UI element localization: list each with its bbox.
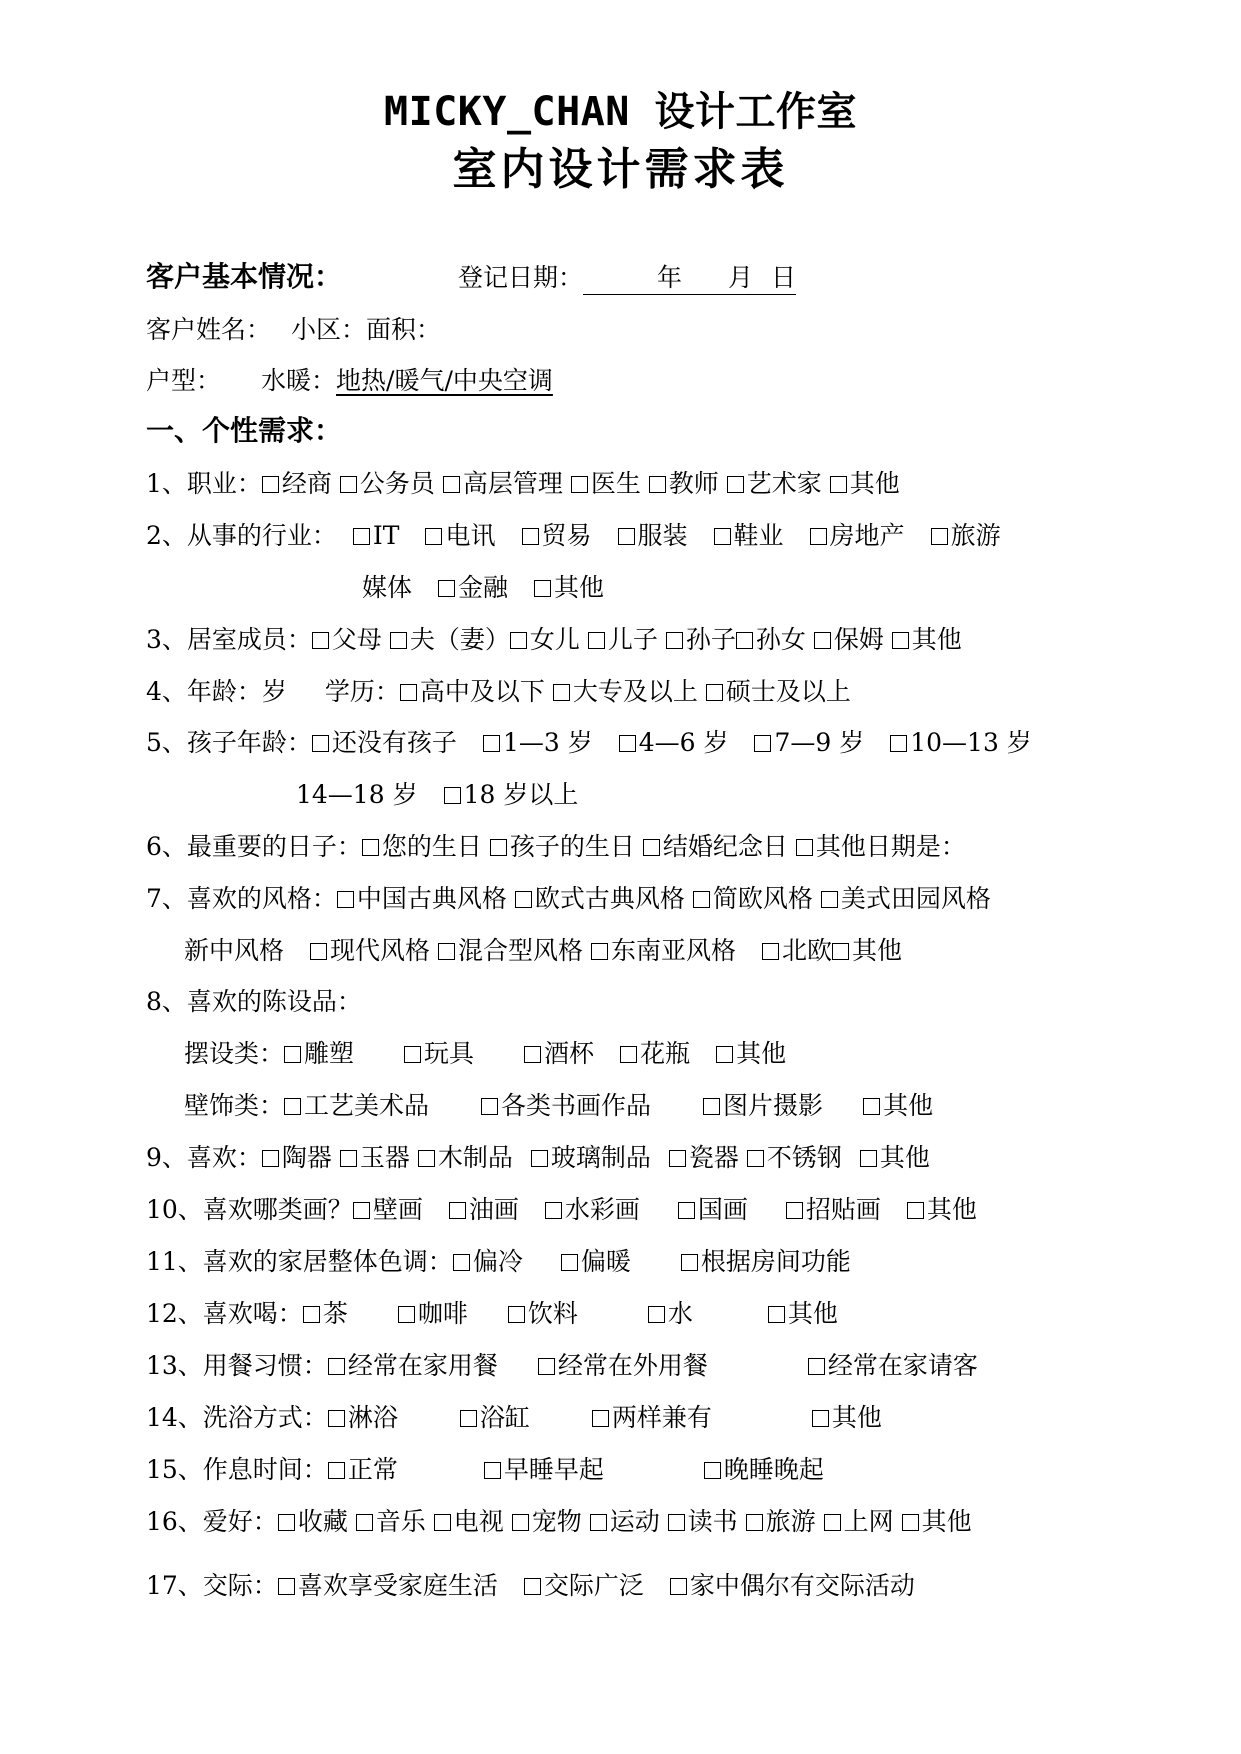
checkbox-icon[interactable]	[438, 580, 455, 597]
checkbox-option[interactable]: 喜欢享受家庭生活	[278, 1570, 498, 1602]
checkbox-option[interactable]: 美式田园风格	[821, 883, 991, 915]
checkbox-option[interactable]: 正常	[328, 1454, 398, 1486]
checkbox-option[interactable]: 其他	[812, 1402, 882, 1434]
checkbox-option[interactable]: 混合型风格	[438, 935, 583, 967]
checkbox-icon[interactable]	[512, 1514, 529, 1531]
checkbox-option[interactable]: 陶器	[262, 1142, 332, 1174]
checkbox-option[interactable]: 经常在家请客	[808, 1350, 978, 1382]
form-title: 室内设计需求表	[452, 144, 789, 195]
checkbox-icon[interactable]	[356, 1514, 373, 1531]
checkbox-option[interactable]: IT	[353, 520, 400, 552]
checkbox-option[interactable]: 经常在外用餐	[538, 1350, 708, 1382]
checkbox-icon[interactable]	[404, 1046, 421, 1063]
checkbox-icon[interactable]	[460, 1410, 477, 1427]
checkbox-option[interactable]: 其他	[902, 1506, 972, 1538]
checkbox-option[interactable]: 玩具	[404, 1038, 474, 1070]
checkbox-option[interactable]: 现代风格	[310, 935, 430, 967]
checkbox-option[interactable]: 大专及以上	[553, 676, 698, 708]
checkbox-option[interactable]: 酒杯	[524, 1038, 594, 1070]
checkbox-option[interactable]: 孙女	[736, 624, 806, 656]
checkbox-icon[interactable]	[353, 528, 370, 545]
question-color-tone: 11、喜欢的家居整体色调： 偏冷 偏暖 根据房间功能	[146, 1247, 851, 1276]
checkbox-icon[interactable]	[670, 1578, 687, 1595]
checkbox-option[interactable]: 14—18 岁	[296, 780, 418, 809]
checkbox-option[interactable]: 音乐	[356, 1506, 426, 1538]
checkbox-icon[interactable]	[545, 1202, 562, 1219]
checkbox-option[interactable]: 饮料	[508, 1298, 578, 1330]
checkbox-icon[interactable]	[892, 632, 909, 649]
checkbox-option[interactable]: 夫（妻）	[390, 624, 510, 656]
checkbox-option[interactable]: 经常在家用餐	[328, 1350, 498, 1382]
checkbox-option[interactable]: 两样兼有	[592, 1402, 712, 1434]
checkbox-icon[interactable]	[278, 1578, 295, 1595]
checkbox-icon[interactable]	[515, 891, 532, 908]
registration-date-row	[458, 262, 796, 295]
checkbox-option[interactable]: 父母	[312, 624, 382, 656]
checkbox-icon[interactable]	[328, 1462, 345, 1479]
checkbox-icon[interactable]	[398, 1306, 415, 1323]
checkbox-option[interactable]: 教师	[649, 468, 719, 500]
checkbox-icon[interactable]	[538, 1358, 555, 1375]
heating-value: 地热/暖气/中央空调	[336, 366, 553, 395]
checkbox-icon[interactable]	[490, 839, 507, 856]
checkbox-icon[interactable]	[312, 735, 329, 752]
checkbox-option[interactable]: 孙子	[666, 624, 736, 656]
checkbox-icon[interactable]	[716, 1046, 733, 1063]
checkbox-icon[interactable]	[340, 476, 357, 493]
checkbox-option[interactable]: 其他	[892, 624, 962, 656]
checkbox-icon[interactable]	[553, 684, 570, 701]
checkbox-option[interactable]: 艺术家	[727, 468, 822, 500]
checkbox-icon[interactable]	[824, 1514, 841, 1531]
question-furnishings: 8、喜欢的陈设品：	[146, 987, 362, 1016]
checkbox-icon[interactable]	[812, 1410, 829, 1427]
checkbox-icon[interactable]	[678, 1202, 695, 1219]
checkbox-icon[interactable]	[736, 632, 753, 649]
checkbox-icon[interactable]	[438, 943, 455, 960]
checkbox-icon[interactable]	[328, 1358, 345, 1375]
question-occupation: 1、职业： 经商 公务员 高层管理 医生 教师 艺术家 其他	[146, 469, 900, 498]
checkbox-option[interactable]: 其他	[716, 1038, 786, 1070]
checkbox-option[interactable]: 淋浴	[328, 1402, 398, 1434]
checkbox-option[interactable]: 偏暖	[561, 1246, 631, 1278]
checkbox-icon[interactable]	[362, 839, 379, 856]
checkbox-option[interactable]: 偏冷	[453, 1246, 523, 1278]
date-label: 登记日期：	[458, 263, 584, 292]
checkbox-icon[interactable]	[796, 839, 813, 856]
checkbox-icon[interactable]	[727, 476, 744, 493]
checkbox-option[interactable]: 雕塑	[284, 1038, 354, 1070]
customer-name-label: 客户姓名：	[146, 315, 272, 344]
checkbox-option[interactable]: 其他	[830, 468, 900, 500]
checkbox-option[interactable]: 收藏	[278, 1506, 348, 1538]
checkbox-icon[interactable]	[821, 891, 838, 908]
question-schedule: 15、作息时间： 正常 早睡早起 晚睡晚起	[146, 1455, 824, 1484]
checkbox-icon[interactable]	[681, 1254, 698, 1271]
question-bathing: 14、洗浴方式： 淋浴 浴缸 两样兼有 其他	[146, 1403, 882, 1432]
checkbox-option[interactable]: 儿子	[588, 624, 658, 656]
date-field[interactable]: 年 月 日	[583, 262, 796, 295]
checkbox-icon[interactable]	[649, 476, 666, 493]
checkbox-icon[interactable]	[425, 528, 442, 545]
checkbox-option[interactable]: 媒体	[362, 573, 413, 602]
checkbox-icon[interactable]	[907, 1202, 924, 1219]
checkbox-option[interactable]: 孩子的生日	[490, 831, 635, 863]
checkbox-option[interactable]: 交际广泛	[524, 1570, 644, 1602]
question-style: 7、喜欢的风格： 中国古典风格 欧式古典风格 简欧风格 美式田园风格	[146, 884, 991, 913]
checkbox-icon[interactable]	[390, 632, 407, 649]
checkbox-option[interactable]: 各类书画作品	[481, 1090, 651, 1122]
checkbox-icon[interactable]	[284, 1046, 301, 1063]
checkbox-icon[interactable]	[762, 943, 779, 960]
checkbox-option[interactable]: 图片摄影	[703, 1090, 823, 1122]
checkbox-option[interactable]: 鞋业	[714, 520, 784, 552]
checkbox-option[interactable]: 房地产	[810, 520, 905, 552]
checkbox-icon[interactable]	[340, 1150, 357, 1167]
checkbox-option[interactable]: 国画	[678, 1194, 748, 1226]
checkbox-option[interactable]: 电讯	[425, 520, 495, 552]
checkbox-icon[interactable]	[262, 476, 279, 493]
checkbox-option[interactable]: 您的生日	[362, 831, 482, 863]
checkbox-icon[interactable]	[786, 1202, 803, 1219]
checkbox-option[interactable]: 其他	[534, 572, 604, 604]
checkbox-icon[interactable]	[703, 1098, 720, 1115]
checkbox-option[interactable]: 其他日期是：	[796, 831, 966, 863]
checkbox-option[interactable]: 早睡早起	[484, 1454, 604, 1486]
checkbox-option[interactable]: 贸易	[522, 520, 592, 552]
question-hobbies: 16、爱好： 收藏 音乐 电视 宠物 运动 读书 旅游 上网 其他	[146, 1507, 972, 1536]
question-industry: 2、从事的行业： IT 电讯 贸易 服装 鞋业 房地产 旅游	[146, 521, 1001, 550]
checkbox-option[interactable]: 硕士及以上	[706, 676, 851, 708]
checkbox-icon[interactable]	[328, 1410, 345, 1427]
checkbox-icon[interactable]	[337, 891, 354, 908]
checkbox-icon[interactable]	[453, 1254, 470, 1271]
checkbox-icon[interactable]	[310, 943, 327, 960]
checkbox-icon[interactable]	[706, 684, 723, 701]
checkbox-option[interactable]: 10—13 岁	[890, 727, 1032, 759]
district-label: 小区：	[291, 315, 367, 344]
question-paintings: 10、喜欢哪类画？ 壁画 油画 水彩画 国画 招贴画 其他	[146, 1195, 977, 1224]
checkbox-option[interactable]: 女儿	[510, 624, 580, 656]
checkbox-option[interactable]: 家中偶尔有交际活动	[670, 1570, 915, 1602]
checkbox-option[interactable]: 其他	[768, 1298, 838, 1330]
question-social: 17、交际： 喜欢享受家庭生活 交际广泛 家中偶尔有交际活动	[146, 1571, 915, 1600]
checkbox-icon[interactable]	[643, 839, 660, 856]
checkbox-option[interactable]: 新中风格	[184, 936, 285, 965]
checkbox-icon[interactable]	[484, 1462, 501, 1479]
checkbox-icon[interactable]	[810, 528, 827, 545]
checkbox-icon[interactable]	[510, 632, 527, 649]
checkbox-option[interactable]: 服装	[618, 520, 688, 552]
checkbox-icon[interactable]	[262, 1150, 279, 1167]
checkbox-option[interactable]: 1—3 岁	[483, 727, 593, 759]
checkbox-icon[interactable]	[668, 1514, 685, 1531]
layout-row	[146, 365, 553, 397]
checkbox-icon[interactable]	[524, 1578, 541, 1595]
checkbox-option[interactable]: 运动	[590, 1506, 660, 1538]
checkbox-icon[interactable]	[618, 528, 635, 545]
checkbox-icon[interactable]	[830, 476, 847, 493]
checkbox-option[interactable]: 还没有孩子	[312, 727, 457, 759]
checkbox-option[interactable]: 公务员	[340, 468, 435, 500]
layout-label: 户型：	[146, 366, 222, 395]
checkbox-option[interactable]: 其他	[832, 935, 902, 967]
checkbox-icon[interactable]	[693, 891, 710, 908]
checkbox-option[interactable]: 不锈钢	[747, 1142, 842, 1174]
checkbox-icon[interactable]	[534, 580, 551, 597]
checkbox-icon[interactable]	[571, 476, 588, 493]
checkbox-icon[interactable]	[592, 1410, 609, 1427]
question-household: 3、居室成员： 父母 夫（妻） 女儿 儿子 孙子 孙女 保姆 其他	[146, 625, 962, 654]
checkbox-icon[interactable]	[278, 1514, 295, 1531]
checkbox-option[interactable]: 水	[648, 1298, 693, 1330]
checkbox-icon[interactable]	[619, 735, 636, 752]
checkbox-icon[interactable]	[444, 787, 461, 804]
checkbox-option[interactable]: 晚睡晚起	[704, 1454, 824, 1486]
checkbox-option[interactable]: 其他	[907, 1194, 977, 1226]
checkbox-icon[interactable]	[620, 1046, 637, 1063]
section-personal-needs: 一、个性需求：	[146, 414, 343, 447]
checkbox-option[interactable]: 工艺美术品	[284, 1090, 429, 1122]
checkbox-icon[interactable]	[808, 1358, 825, 1375]
checkbox-option[interactable]: 4—6 岁	[619, 727, 729, 759]
checkbox-icon[interactable]	[931, 528, 948, 545]
checkbox-option[interactable]: 高层管理	[443, 468, 563, 500]
checkbox-icon[interactable]	[481, 1098, 498, 1115]
checkbox-option[interactable]: 招贴画	[786, 1194, 881, 1226]
checkbox-option[interactable]: 保姆	[814, 624, 884, 656]
area-label: 面积：	[366, 315, 442, 344]
question-industry-cont	[362, 572, 604, 604]
checkbox-icon[interactable]	[768, 1306, 785, 1323]
checkbox-option[interactable]: 北欧	[762, 935, 832, 967]
checkbox-option[interactable]: 壁画	[353, 1194, 423, 1226]
checkbox-icon[interactable]	[666, 632, 683, 649]
checkbox-option[interactable]: 根据房间功能	[681, 1246, 851, 1278]
checkbox-icon[interactable]	[483, 735, 500, 752]
checkbox-icon[interactable]	[902, 1514, 919, 1531]
studio-title: MICKY_CHAN 设计工作室	[384, 89, 857, 135]
question-child-age-cont	[296, 779, 578, 811]
checkbox-icon[interactable]	[648, 1306, 665, 1323]
checkbox-icon[interactable]	[590, 1514, 607, 1531]
question-drinks: 12、喜欢喝： 茶 咖啡 饮料 水 其他	[146, 1299, 838, 1328]
checkbox-icon[interactable]	[890, 735, 907, 752]
checkbox-icon[interactable]	[591, 943, 608, 960]
checkbox-icon[interactable]	[284, 1098, 301, 1115]
checkbox-icon[interactable]	[747, 1150, 764, 1167]
checkbox-option[interactable]: 上网	[824, 1506, 894, 1538]
checkbox-option[interactable]: 水彩画	[545, 1194, 640, 1226]
checkbox-option[interactable]: 高中及以下	[400, 676, 545, 708]
checkbox-option[interactable]: 经商	[262, 468, 332, 500]
furnishings-decor-row: 摆设类： 雕塑 玩具 酒杯 花瓶 其他	[184, 1039, 787, 1068]
checkbox-icon[interactable]	[522, 528, 539, 545]
checkbox-option[interactable]: 旅游	[746, 1506, 816, 1538]
checkbox-option[interactable]: 宠物	[512, 1506, 582, 1538]
question-dining: 13、用餐习惯： 经常在家用餐 经常在外用餐 经常在家请客	[146, 1351, 978, 1380]
checkbox-icon[interactable]	[561, 1254, 578, 1271]
checkbox-option[interactable]: 其他	[863, 1090, 933, 1122]
checkbox-option[interactable]: 欧式古典风格	[515, 883, 685, 915]
checkbox-icon[interactable]	[434, 1514, 451, 1531]
checkbox-icon[interactable]	[704, 1462, 721, 1479]
checkbox-option[interactable]: 读书	[668, 1506, 738, 1538]
checkbox-option[interactable]: 医生	[571, 468, 641, 500]
checkbox-option[interactable]: 金融	[438, 572, 508, 604]
checkbox-option[interactable]: 7—9 岁	[754, 727, 864, 759]
checkbox-option[interactable]: 浴缸	[460, 1402, 530, 1434]
checkbox-option[interactable]: 中国古典风格	[337, 883, 507, 915]
checkbox-option[interactable]: 木制品	[418, 1142, 513, 1174]
heating-label: 水暖：	[261, 366, 337, 395]
checkbox-option[interactable]: 花瓶	[620, 1038, 690, 1070]
checkbox-option[interactable]: 油画	[449, 1194, 519, 1226]
checkbox-icon[interactable]	[714, 528, 731, 545]
checkbox-icon[interactable]	[754, 735, 771, 752]
checkbox-option[interactable]: 旅游	[931, 520, 1001, 552]
question-materials: 9、喜欢： 陶器 玉器 木制品 玻璃制品 瓷器 不锈钢 其他	[146, 1143, 930, 1172]
checkbox-option[interactable]: 玻璃制品	[531, 1142, 651, 1174]
checkbox-icon[interactable]	[353, 1202, 370, 1219]
checkbox-icon[interactable]	[832, 943, 849, 960]
question-style-cont	[184, 935, 902, 967]
checkbox-icon[interactable]	[524, 1046, 541, 1063]
question-child-age: 5、孩子年龄： 还没有孩子 1—3 岁 4—6 岁 7—9 岁 10—13 岁	[146, 728, 1032, 757]
checkbox-option[interactable]: 电视	[434, 1506, 504, 1538]
checkbox-icon[interactable]	[746, 1514, 763, 1531]
checkbox-option[interactable]: 玉器	[340, 1142, 410, 1174]
checkbox-option[interactable]: 茶	[303, 1298, 348, 1330]
checkbox-option[interactable]: 其他	[860, 1142, 930, 1174]
checkbox-option[interactable]: 18 岁以上	[444, 779, 579, 811]
checkbox-icon[interactable]	[814, 632, 831, 649]
checkbox-icon[interactable]	[303, 1306, 320, 1323]
checkbox-icon[interactable]	[418, 1150, 435, 1167]
checkbox-option[interactable]: 结婚纪念日	[643, 831, 788, 863]
name-row	[146, 314, 441, 346]
checkbox-option[interactable]: 东南亚风格	[591, 935, 736, 967]
checkbox-option[interactable]: 咖啡	[398, 1298, 468, 1330]
furnishings-wall-row: 壁饰类： 工艺美术品 各类书画作品 图片摄影 其他	[184, 1091, 934, 1120]
checkbox-icon[interactable]	[400, 684, 417, 701]
checkbox-icon[interactable]	[588, 632, 605, 649]
checkbox-icon[interactable]	[443, 476, 460, 493]
question-age-education: 4、年龄：岁 学历： 高中及以下 大专及以上 硕士及以上	[146, 677, 851, 706]
checkbox-icon[interactable]	[508, 1306, 525, 1323]
checkbox-option[interactable]: 瓷器	[669, 1142, 739, 1174]
basic-info-heading: 客户基本情况：	[146, 260, 343, 293]
checkbox-icon[interactable]	[312, 632, 329, 649]
checkbox-option[interactable]: 简欧风格	[693, 883, 813, 915]
checkbox-icon[interactable]	[669, 1150, 686, 1167]
checkbox-icon[interactable]	[863, 1098, 880, 1115]
checkbox-icon[interactable]	[860, 1150, 877, 1167]
checkbox-icon[interactable]	[449, 1202, 466, 1219]
checkbox-icon[interactable]	[531, 1150, 548, 1167]
question-important-days: 6、最重要的日子： 您的生日 孩子的生日 结婚纪念日 其他日期是：	[146, 832, 966, 861]
